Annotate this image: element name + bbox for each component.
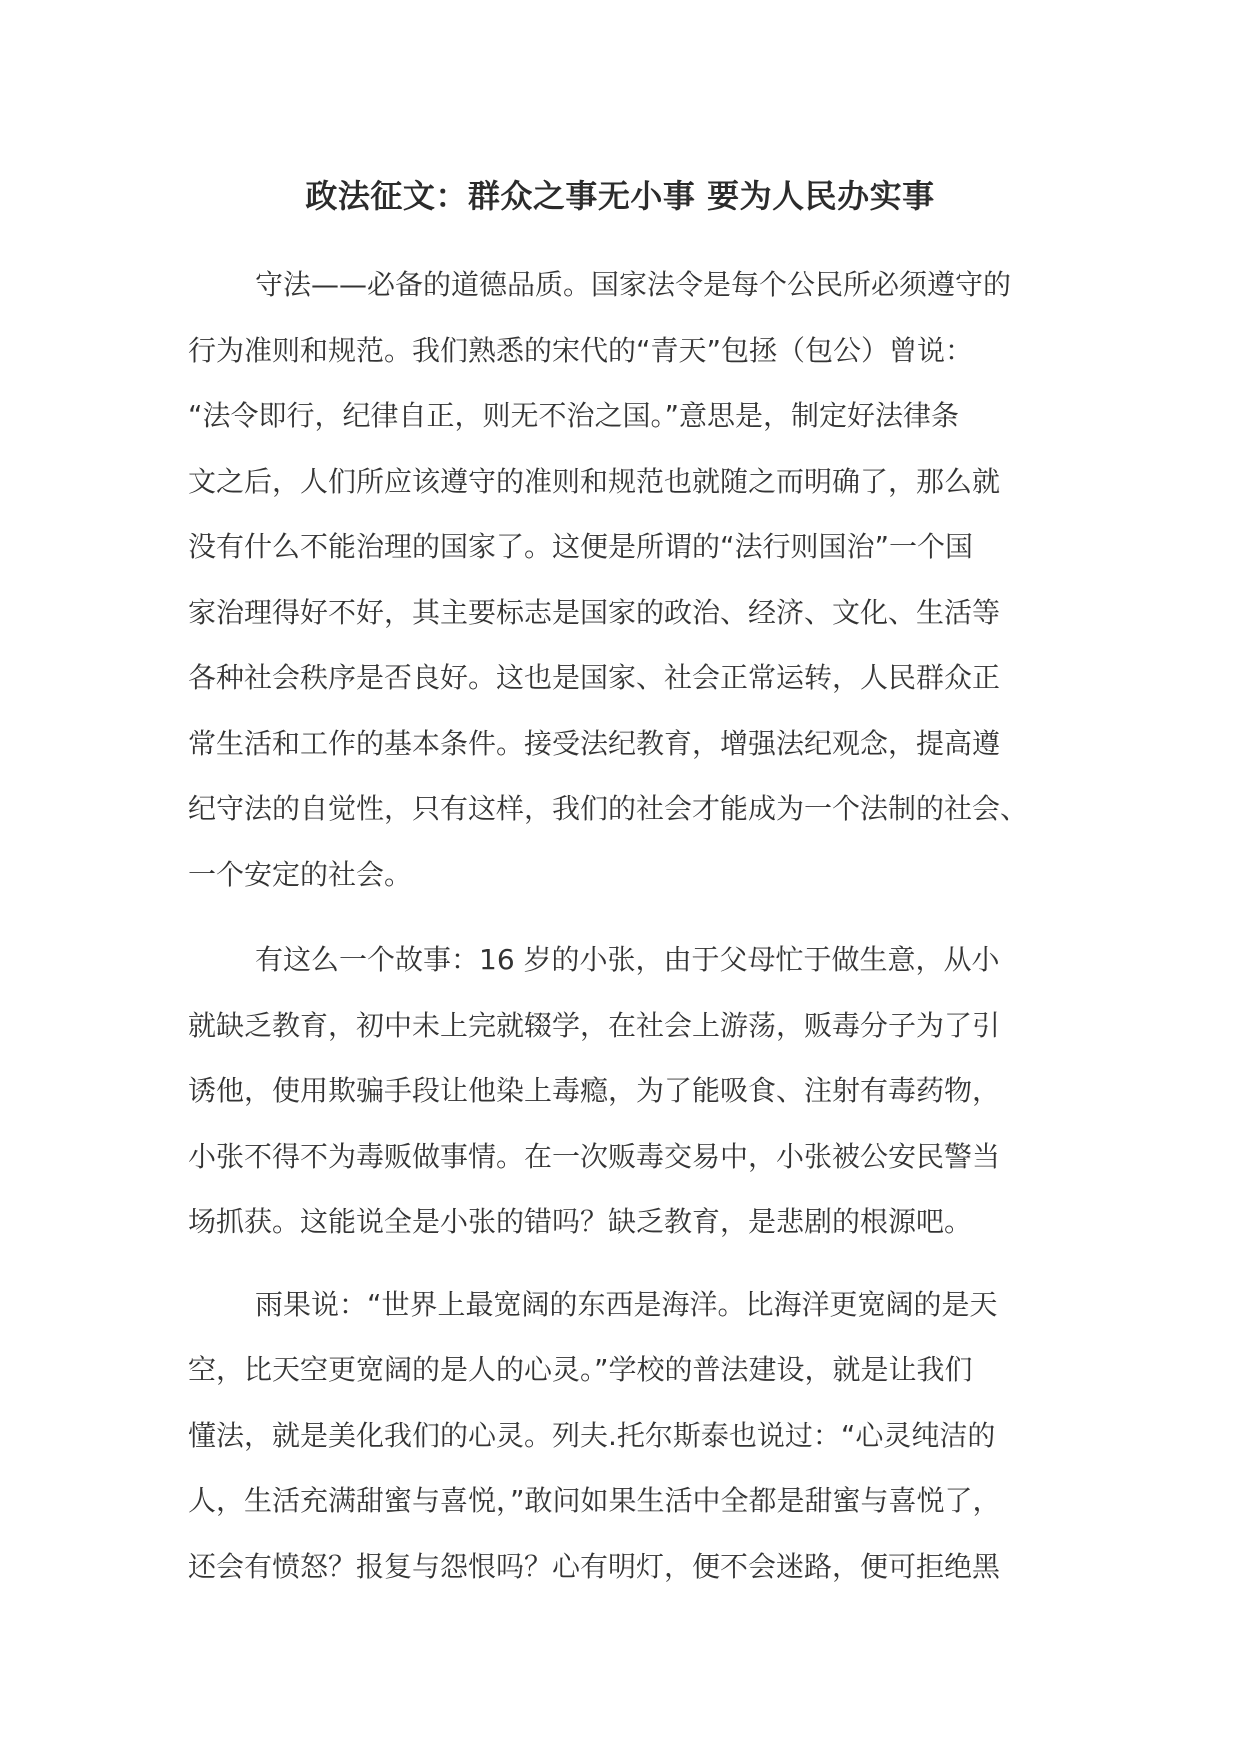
paragraph-3 — [188, 1272, 1068, 1600]
paragraph-line: 各种社会秩序是否良好。这也是国家、社会正常运转，人民群众正 — [188, 661, 1001, 694]
paragraph-line: 场抓获。这能说全是小张的错吗？缺乏教育，是悲剧的根源吧。 — [188, 1205, 973, 1238]
paragraph-line: 家治理得好不好，其主要标志是国家的政治、经济、文化、生活等 — [188, 595, 1001, 629]
paragraph-line: 纪守法的自觉性，只有这样，我们的社会才能成为一个法制的社会、 — [188, 792, 1029, 825]
paragraph-line: 没有什么不能治理的国家了。这便是所谓的“法行则国治”一个国 — [188, 530, 974, 563]
paragraph-line: 空，比天空更宽阔的是人的心灵。”学校的普法建设，就是让我们 — [188, 1353, 973, 1386]
paragraph-line: 人，生活充满甜蜜与喜悦，”敢问如果生活中全都是甜蜜与喜悦了， — [188, 1484, 1001, 1517]
paragraph-line: 文之后，人们所应该遵守的准则和规范也就随之而明确了，那么就 — [188, 464, 1001, 498]
document-title: 政法征文：群众之事无小事 要为人民办实事 — [305, 177, 935, 215]
paragraph-line: 守法——必备的道德品质。国家法令是每个公民所必须遵守的 — [255, 268, 1012, 301]
paragraph-line: 有这么一个故事：16 岁的小张，由于父母忙于做生意，从小 — [255, 943, 1000, 976]
paragraph-line: “法令即行，纪律自正，则无不治之国。”意思是，制定好法律条 — [188, 399, 960, 432]
paragraph-2 — [188, 927, 1068, 1255]
paragraph-line: 就缺乏教育，初中未上完就辍学，在社会上游荡，贩毒分子为了引 — [188, 1008, 1001, 1042]
paragraph-line: 还会有愤怒？报复与怨恨吗？心有明灯，便不会迷路，便可拒绝黑 — [188, 1549, 1001, 1583]
document-body — [188, 252, 1068, 1599]
paragraph-line: 一个安定的社会。 — [188, 857, 413, 891]
paragraph-line: 雨果说：“世界上最宽阔的东西是海洋。比海洋更宽阔的是天 — [255, 1287, 998, 1321]
paragraph-line: 诱他，使用欺骗手段让他染上毒瘾，为了能吸食、注射有毒药物， — [188, 1074, 1001, 1107]
paragraph-line: 常生活和工作的基本条件。接受法纪教育，增强法纪观念，提高遵 — [188, 726, 1001, 760]
paragraph-line: 行为准则和规范。我们熟悉的宋代的“青天”包拯（包公）曾说： — [188, 333, 974, 367]
paragraph-line: 小张不得不为毒贩做事情。在一次贩毒交易中，小张被公安民警当 — [188, 1139, 1001, 1173]
paragraph-line: 懂法，就是美化我们的心灵。列夫.托尔斯泰也说过：“心灵纯洁的 — [188, 1418, 996, 1452]
paragraph-1 — [188, 252, 1068, 907]
